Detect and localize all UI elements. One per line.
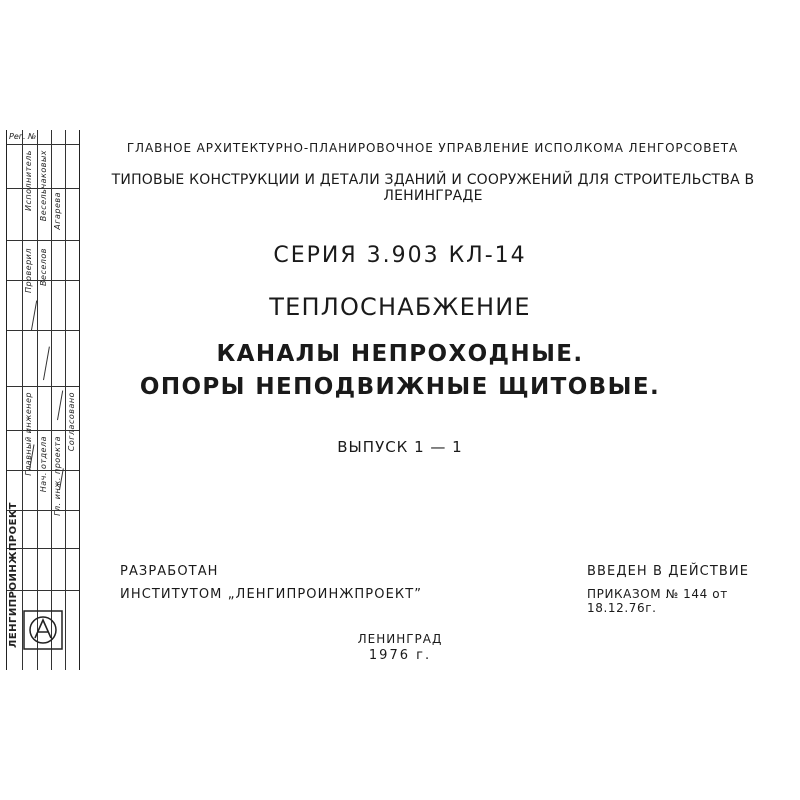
stamp-entry: Согласовано <box>67 392 76 452</box>
publication-year: 1976 г. <box>368 648 432 663</box>
introduction-order: ПРИКАЗОМ № 144 от 18.12.76г. <box>587 587 728 615</box>
collection-header: ТИПОВЫЕ КОНСТРУКЦИИ И ДЕТАЛИ ЗДАНИЙ И СООРУЖЕНИЙ ДЛЯ СТРОИТЕЛЬСТВА В ЛЕНИНГРАДЕ <box>111 172 755 204</box>
registration-number-label: Рег. № <box>9 132 37 141</box>
series-title: СЕРИЯ 3.903 КЛ-14 <box>273 243 527 268</box>
stamp-entry: Проверил <box>24 248 33 294</box>
developed-label: РАЗРАБОТАН <box>120 564 219 579</box>
stamp-entry: Веселов <box>39 248 48 286</box>
agency-header: ГЛАВНОЕ АРХИТЕКТУРНО-ПЛАНИРОВОЧНОЕ УПРАВЛЕНИЕ ИСПОЛКОМА ЛЕНГОРСОВЕТА <box>126 141 739 155</box>
subject-title-line2: ОПОРЫ НЕПОДВИЖНЫЕ ЩИТОВЫЕ. <box>139 374 661 400</box>
title-block-strip <box>6 130 80 670</box>
institute-stamp-text: ЛЕНГИПРОИНЖПРОЕКТ <box>8 502 19 648</box>
stamp-entry: Нач. отдела <box>39 436 48 493</box>
issue-label: ВЫПУСК 1 — 1 <box>337 438 463 456</box>
stamp-entry: Гл. инж. проекта <box>53 436 62 516</box>
stamp-entry: Главный инженер <box>24 392 33 476</box>
subject-title-line1: КАНАЛЫ НЕПРОХОДНЫЕ. <box>216 341 584 367</box>
stamp-entry: Весельчаковых <box>39 150 48 222</box>
stamp-entry: Исполнитель <box>24 150 33 211</box>
developer-organization: ИНСТИТУТОМ „ЛЕНГИПРОИНЖПРОЕКТ” <box>120 587 423 602</box>
introduced-label: ВВЕДЕН В ДЕЙСТВИЕ <box>587 564 750 579</box>
stamp-entry: Агарева <box>53 192 62 230</box>
city-name: ЛЕНИНГРАД <box>357 632 443 646</box>
topic-title: ТЕПЛОСНАБЖЕНИЕ <box>269 293 531 321</box>
